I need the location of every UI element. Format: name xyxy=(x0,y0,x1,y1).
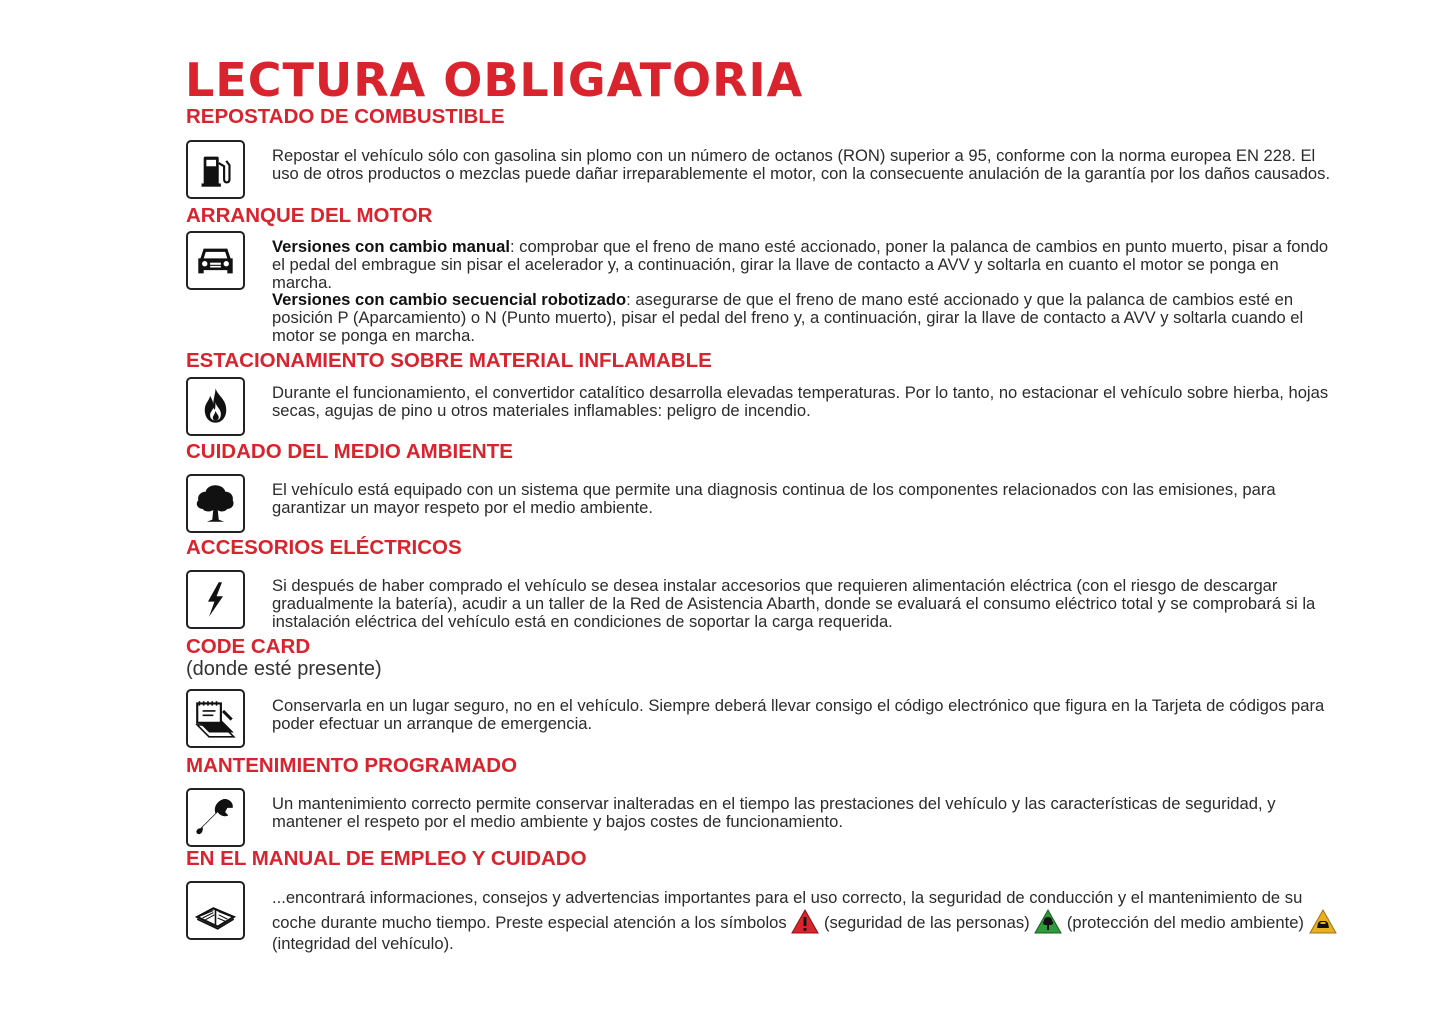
section-text-code-card: Conservarla en un lugar seguro, no en el vehículo. Siempre deberá llevar consigo el código electrónico que figura en la Tarjeta de códigos para poder efectuar un arranque de emergencia. xyxy=(272,696,1325,733)
section-heading-engine-start: ARRANQUE DEL MOTOR xyxy=(186,204,433,227)
section-heading-maintenance: MANTENIMIENTO PROGRAMADO xyxy=(186,754,518,777)
robotized-gearbox-paragraph xyxy=(272,291,1342,344)
robotized-gearbox-text: : asegurarse de que el freno de mano esté accionado y que la palanca de cambios esté en posición P (Aparcamiento) o N (Punto muerto), pisar el pedal del freno y, a continuación, girar la llave de contacto a AVV y soltarla cuando el motor se ponga en marcha. xyxy=(272,290,1304,345)
section-heading-electrical: ACCESORIOS ELÉCTRICOS xyxy=(186,536,462,559)
section-heading-code-card: CODE CARD xyxy=(186,635,311,658)
manual-text-people-safety: (seguridad de las personas) xyxy=(823,912,1030,932)
section-text-flammable: Durante el funcionamiento, el convertidor catalítico desarrolla elevadas temperaturas. Por lo tanto, no estacionar el vehículo sobre hierba, hojas secas, agujas de pino u otros materiales inflamables: peligro de incendio. xyxy=(272,383,1329,420)
section-heading-environment: CUIDADO DEL MEDIO AMBIENTE xyxy=(186,440,513,463)
section-subheading-code-card: (donde esté presente) xyxy=(186,658,382,680)
environment-warning-icon xyxy=(1034,909,1062,934)
person-safety-warning-icon xyxy=(791,909,819,934)
section-text-electrical: Si después de haber comprado el vehículo se desea instalar accesorios que requieren alimentación eléctrica (con el riesgo de descargar gradualmente la batería), acudir a un taller de la Red de Asistencia Abarth, donde se evaluará el consumo eléctrico total y se comprobará si la instalación eléctrica del vehículo está en condiciones de soportar la carga requerida. xyxy=(272,576,1316,631)
lightning-icon xyxy=(186,570,245,629)
manual-gearbox-title: Versiones con cambio manual xyxy=(272,237,510,256)
section-text-manual xyxy=(272,888,1342,954)
section-text-fuel: Repostar el vehículo sólo con gasolina sin plomo con un número de octanos (RON) superior a 95, conforme con la norma europea EN 228. El uso de otros productos o mezclas puede dañar irreparablemente el motor, con la consecuente anulación de la garantía por los daños causados. xyxy=(272,146,1331,183)
section-heading-flammable: ESTACIONAMIENTO SOBRE MATERIAL INFLAMABLE xyxy=(186,349,712,372)
page-title: LECTURA OBLIGATORIA xyxy=(185,53,804,107)
manual-text-intro: ...encontrará informaciones, consejos y advertencias importantes para el uso correcto, la seguridad de conducción y el mantenimiento de su coche durante mucho tiempo. Preste especial atención a los símbolos xyxy=(272,888,1303,932)
manual-gearbox-text: : comprobar que el freno de mano esté accionado, poner la palanca de cambios en punto muerto, pisar a fondo el pedal del embrague sin pisar el acelerador y, a continuación, girar la llave de contacto a AVV y soltarla en cuanto el motor se ponga en marcha. xyxy=(272,237,1329,292)
wrench-icon xyxy=(186,788,245,847)
tree-icon xyxy=(186,474,245,533)
flame-icon xyxy=(186,377,245,436)
fuel-pump-icon xyxy=(186,140,245,199)
robotized-gearbox-title: Versiones con cambio secuencial robotizado xyxy=(272,290,627,310)
section-text-engine-start xyxy=(272,238,1342,345)
manual-gearbox-paragraph xyxy=(272,238,1342,291)
code-card-icon xyxy=(186,689,245,748)
section-heading-manual: EN EL MANUAL DE EMPLEO Y CUIDADO xyxy=(186,847,587,870)
open-book-icon xyxy=(186,881,245,940)
manual-text-environment: (protección del medio ambiente) xyxy=(1066,912,1304,932)
manual-text-vehicle-integrity: (integridad del vehículo). xyxy=(272,933,454,953)
vehicle-warning-icon xyxy=(1309,909,1337,934)
car-front-icon xyxy=(186,231,245,290)
section-heading-fuel: REPOSTADO DE COMBUSTIBLE xyxy=(186,105,505,128)
section-text-environment: El vehículo está equipado con un sistema que permite una diagnosis continua de los componentes relacionados con las emisiones, para garantizar un mayor respeto por el medio ambiente. xyxy=(272,480,1276,517)
section-text-maintenance: Un mantenimiento correcto permite conservar inalteradas en el tiempo las prestaciones del vehículo y las características de seguridad, y mantener el respeto por el medio ambiente y bajos costes de funcionamiento. xyxy=(272,794,1276,831)
